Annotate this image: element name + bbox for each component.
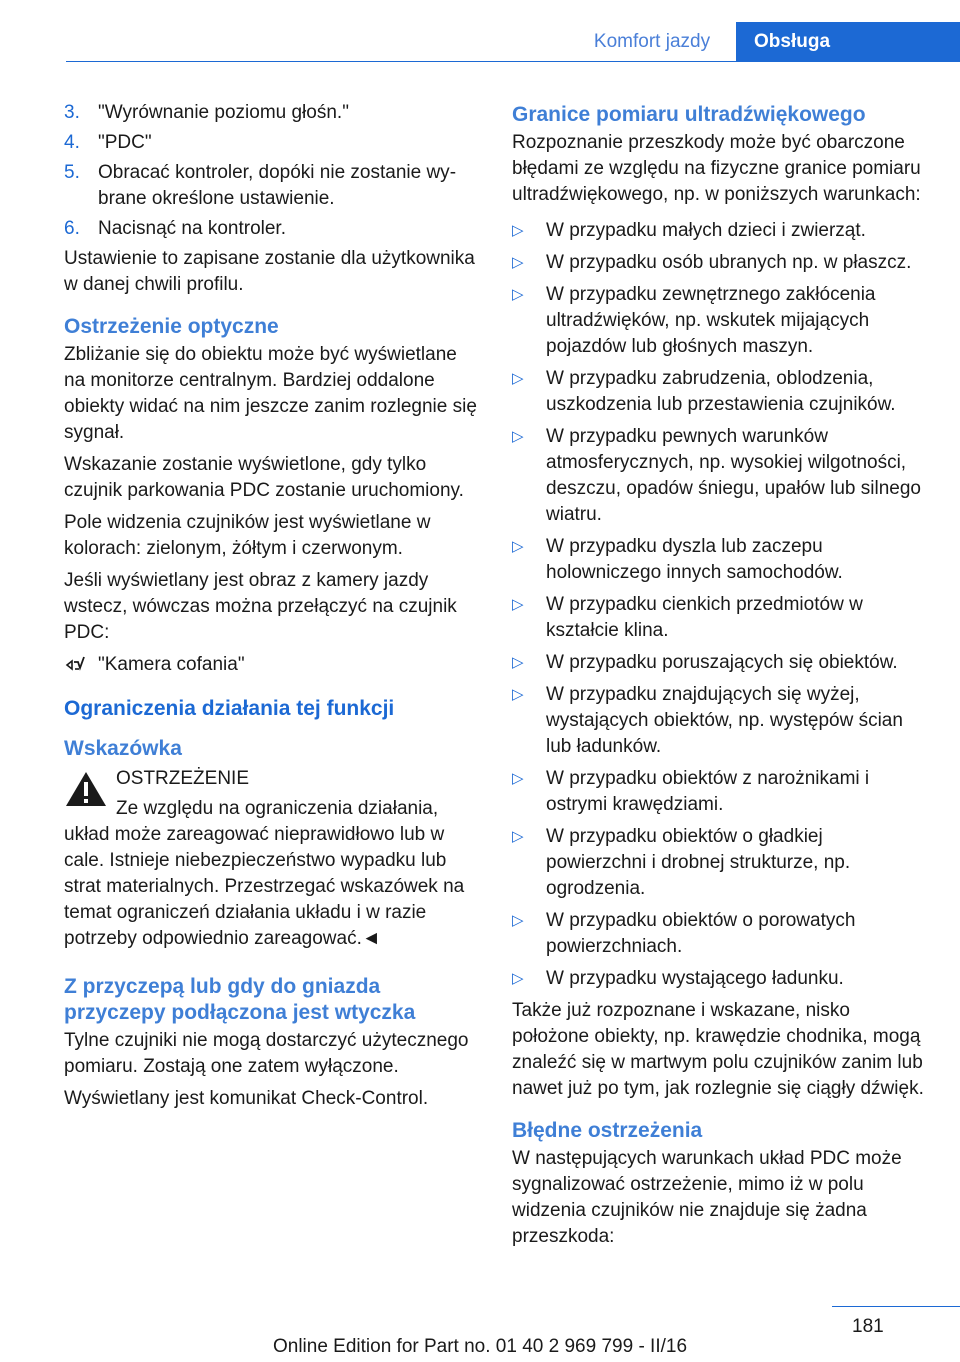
warning-triangle-icon xyxy=(64,770,108,808)
step-5 xyxy=(64,160,480,212)
bullet-triangle-icon: ▷ xyxy=(512,686,524,703)
step-number: 3. xyxy=(64,102,80,123)
step-text: "PDC" xyxy=(98,132,152,153)
warning-text: Ze względu na ograniczenia działania, układ może zareagować nieprawidłowo lub w cale. Istnieje niebezpieczeństwo wypadku lub strat materialnych. Przestrzegać wskazówek na temat ograniczeń działania układu i w razie potrzeby odpowiednio zareagować.◄ xyxy=(64,798,465,949)
list-item xyxy=(512,766,928,818)
heading-false-warnings: Błędne ostrzeżenia xyxy=(512,1119,703,1142)
footer-rule xyxy=(832,1306,960,1307)
list-item xyxy=(512,908,928,960)
step-3 xyxy=(64,100,480,126)
step-number: 5. xyxy=(64,162,80,183)
list-item-text: W przypadku obiektów o gładkiej powierzchni i drobnej strukturze, np. ogrodzenia. xyxy=(546,826,851,899)
warning-title: OSTRZEŻENIE xyxy=(116,768,250,789)
list-item-text: W przypadku wystającego ładunku. xyxy=(546,968,844,989)
list-item xyxy=(512,366,928,418)
optical-paragraph-3: Pole widzenia czujników jest wyświetlane w kolorach: zielonym, żółtym i czerwonym. xyxy=(64,512,431,559)
edition-footer: Online Edition for Part no. 01 40 2 969 799 - II/16 xyxy=(272,1336,688,1357)
step-text: Nacisnąć na kontroler. xyxy=(98,218,286,239)
list-item xyxy=(512,250,928,276)
step-4 xyxy=(64,130,480,156)
camera-label: "Kamera cofania" xyxy=(98,654,245,675)
warning-box xyxy=(64,766,480,952)
tab-komfort-jazdy: Komfort jazdy xyxy=(568,22,736,62)
list-item-text: W przypadku małych dzieci i zwierząt. xyxy=(546,220,866,241)
heading-trailer: Z przyczepą lub gdy do gniazda przyczepy podłączona jest wtyczka xyxy=(64,975,416,1024)
list-item xyxy=(512,534,928,586)
step-6 xyxy=(64,216,480,242)
saved-paragraph: Ustawienie to zapisane zostanie dla użytkownika w danej chwili profilu. xyxy=(64,248,475,295)
optical-paragraph-2: Wskazanie zostanie wyświetlone, gdy tylko czujnik parkowania PDC zostanie uruchomiony. xyxy=(64,454,464,501)
list-item-text: W przypadku dyszla lub zaczepu holowniczego innych samochodów. xyxy=(546,536,843,583)
ultrasonic-paragraph: Rozpoznanie przeszkody może być obarczone błędami ze względu na fizyczne granice pomiaru ultradźwiękowego, np. w poniższych warunkach: xyxy=(512,132,921,205)
trailer-paragraph-2: Wyświetlany jest komunikat Check-Control. xyxy=(64,1088,429,1109)
list-item-text: W przypadku obiektów z narożnikami i ostrymi krawędziami. xyxy=(546,768,870,815)
step-number: 6. xyxy=(64,218,80,239)
list-item-text: W przypadku poruszających się obiektów. xyxy=(546,652,898,673)
bullet-triangle-icon: ▷ xyxy=(512,286,524,303)
false-warnings-paragraph: W następujących warunkach układ PDC może sygnalizować ostrzeżenie, mimo iż w polu widzenia czujników nie znajduje się żadna przeszkoda: xyxy=(512,1148,902,1247)
bullet-triangle-icon: ▷ xyxy=(512,370,524,387)
list-item-text: W przypadku cienkich przedmiotów w kształcie klina. xyxy=(546,594,863,641)
list-item xyxy=(512,424,928,528)
low-objects-paragraph: Także już rozpoznane i wskazane, nisko położone obiekty, np. krawędzie chodnika, mogą znaleźć się w martwym polu czujników zanim lub nawet już po tym, jak rozlegnie się ciągły dźwięk. xyxy=(512,1000,924,1099)
bullet-triangle-icon: ▷ xyxy=(512,770,524,787)
bullet-triangle-icon: ▷ xyxy=(512,912,524,929)
list-item xyxy=(512,966,928,992)
heading-optical-warning: Ostrzeżenie optyczne xyxy=(64,315,279,338)
rear-camera-icon xyxy=(64,654,98,676)
header-rule xyxy=(66,61,960,62)
list-item-text: W przypadku znajdujących się wyżej, wystających obiektów, np. występów ścian lub ładunków. xyxy=(546,684,903,757)
list-item xyxy=(512,592,928,644)
page-number: 181 xyxy=(852,1316,884,1337)
list-item xyxy=(512,682,928,760)
trailer-paragraph-1: Tylne czujniki nie mogą dostarczyć użytecznego pomiaru. Zostają one zatem wyłączone. xyxy=(64,1030,469,1077)
optical-paragraph-4: Jeśli wyświetlany jest obraz z kamery jazdy wstecz, wówczas można przełączyć na czujnik PDC: xyxy=(64,570,457,643)
bullet-triangle-icon: ▷ xyxy=(512,428,524,445)
optical-paragraph-1: Zbliżanie się do obiektu może być wyświetlane na monitorze centralnym. Bardziej oddalone obiekty widać na nim jeszcze zanim rozlegnie się sygnał. xyxy=(64,344,477,443)
list-item xyxy=(512,282,928,360)
bullet-triangle-icon: ▷ xyxy=(512,254,524,271)
list-item-text: W przypadku zewnętrznego zakłócenia ultradźwięków, np. wskutek mijających pojazdów lub głośnych maszyn. xyxy=(546,284,876,357)
bullet-triangle-icon: ▷ xyxy=(512,828,524,845)
list-item-text: W przypadku obiektów o porowatych powierzchniach. xyxy=(546,910,856,957)
list-item-text: W przypadku zabrudzenia, oblodzenia, uszkodzenia lub przestawienia czujników. xyxy=(546,368,896,415)
page-header xyxy=(0,22,960,62)
bullet-triangle-icon: ▷ xyxy=(512,654,524,671)
step-text: "Wyrównanie poziomu głośn." xyxy=(98,102,349,123)
bullet-triangle-icon: ▷ xyxy=(512,538,524,555)
step-text: Obracać kontroler, dopóki nie zostanie wybrane określone ustawienie. xyxy=(98,162,457,209)
list-item-text: W przypadku osób ubranych np. w płaszcz. xyxy=(546,252,912,273)
tab-obsluga: Obsługa xyxy=(736,22,960,62)
list-item xyxy=(512,824,928,902)
limitations-list xyxy=(512,218,928,992)
left-column xyxy=(64,100,480,1118)
list-item xyxy=(512,218,928,244)
bullet-triangle-icon: ▷ xyxy=(512,970,524,987)
list-item xyxy=(512,650,928,676)
list-item-text: W przypadku pewnych warunków atmosferycznych, np. wysokiej wilgotności, deszczu, opadów śniegu, upałów lub silnego wiatru. xyxy=(546,426,921,525)
right-column xyxy=(512,100,928,1256)
heading-limitations: Ograniczenia działania tej funkcji xyxy=(64,697,395,720)
bullet-triangle-icon: ▷ xyxy=(512,596,524,613)
heading-note: Wskazówka xyxy=(64,737,182,760)
step-number: 4. xyxy=(64,132,80,153)
heading-ultrasonic: Granice pomiaru ultradźwiękowego xyxy=(512,103,866,126)
camera-row xyxy=(64,652,480,678)
bullet-triangle-icon: ▷ xyxy=(512,222,524,239)
